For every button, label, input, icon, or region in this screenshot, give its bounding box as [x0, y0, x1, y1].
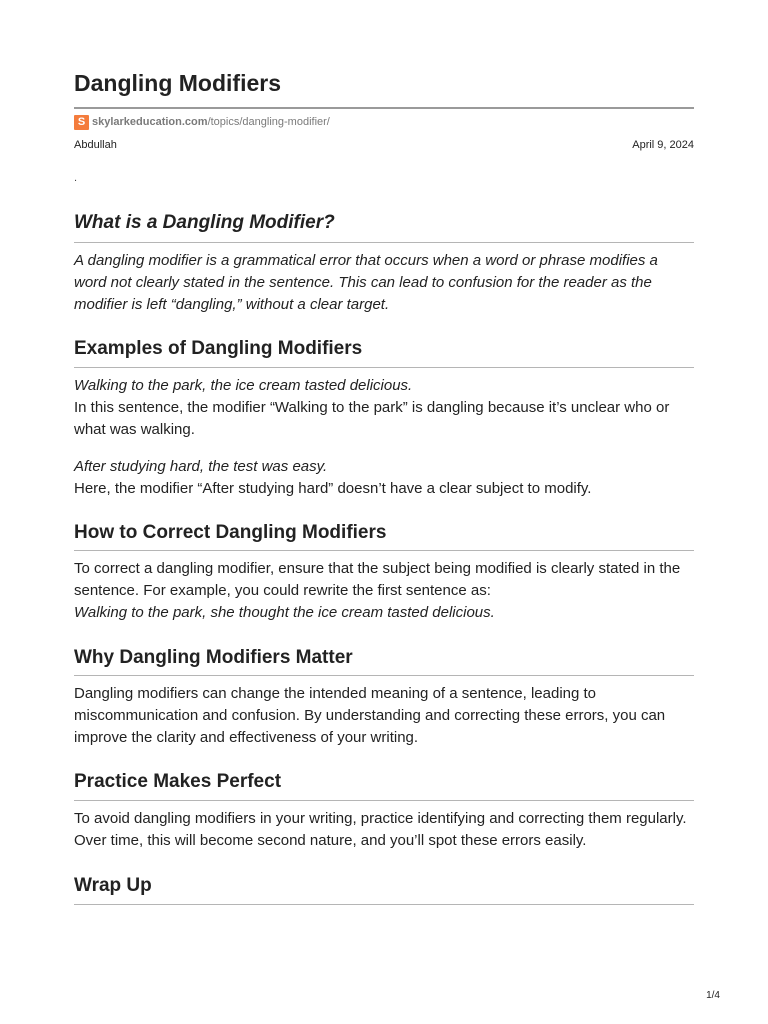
title-divider: [74, 107, 694, 109]
text-line: Dangling modifiers can change the intended meaning of a sentence, leading to: [74, 685, 597, 702]
text-line: modifier is left “dangling,” without a clear target.: [74, 296, 390, 313]
text-line: word not clearly stated in the sentence. This can lead to confusion for the reader as the: [74, 274, 652, 291]
text-line: what was walking.: [74, 421, 195, 438]
text-line: Here, the modifier “After studying hard” doesn’t have a clear subject to modify.: [74, 480, 592, 497]
section-divider: [74, 242, 694, 243]
section-paragraph: [74, 250, 694, 316]
section-heading: Examples of Dangling Modifiers: [74, 338, 363, 359]
section-paragraph: [74, 558, 694, 624]
text-line: Over time, this will become second nature, and you’ll spot these errors easily.: [74, 832, 587, 849]
section-divider: [74, 904, 694, 905]
text-line: miscommunication and confusion. By understanding and correcting these errors, you can: [74, 707, 666, 724]
text-line: To avoid dangling modifiers in your writing, practice identifying and correcting them regularly.: [74, 810, 687, 827]
source-domain: skylarkeducation.com: [92, 116, 208, 128]
section-divider: [74, 800, 694, 801]
stray-dot: .: [74, 172, 78, 184]
section-heading: Wrap Up: [74, 875, 152, 896]
text-line: To correct a dangling modifier, ensure that the subject being modified is clearly stated in the: [74, 560, 681, 577]
source-path: /topics/dangling-modifier/: [207, 116, 330, 128]
example-sentence: After studying hard, the test was easy.: [74, 458, 328, 475]
section-divider: [74, 550, 694, 551]
example-sentence: Walking to the park, she thought the ice cream tasted delicious.: [74, 604, 495, 621]
section-paragraph: [74, 808, 694, 852]
text-line: improve the clarity and effectiveness of your writing.: [74, 729, 419, 746]
site-logo-icon: S: [74, 115, 89, 130]
author-name: Abdullah: [74, 139, 117, 151]
source-link[interactable]: [74, 114, 330, 130]
section-divider: [74, 675, 694, 676]
publish-date: April 9, 2024: [632, 139, 694, 151]
section-heading: Practice Makes Perfect: [74, 771, 282, 792]
section-heading: How to Correct Dangling Modifiers: [74, 522, 387, 543]
text-line: In this sentence, the modifier “Walking to the park” is dangling because it’s unclear who or: [74, 399, 670, 416]
page-title: Dangling Modifiers: [74, 70, 281, 96]
section-paragraph: [74, 683, 694, 749]
example-sentence: Walking to the park, the ice cream tasted delicious.: [74, 377, 413, 394]
text-line: A dangling modifier is a grammatical error that occurs when a word or phrase modifies a: [74, 252, 658, 269]
text-line: sentence. For example, you could rewrite the first sentence as:: [74, 582, 491, 599]
example-block: [74, 456, 694, 500]
section-divider: [74, 367, 694, 368]
page-number: 1/4: [706, 990, 720, 1001]
section-heading: What is a Dangling Modifier?: [74, 212, 335, 233]
section-heading: Why Dangling Modifiers Matter: [74, 647, 353, 668]
example-block: [74, 375, 694, 441]
